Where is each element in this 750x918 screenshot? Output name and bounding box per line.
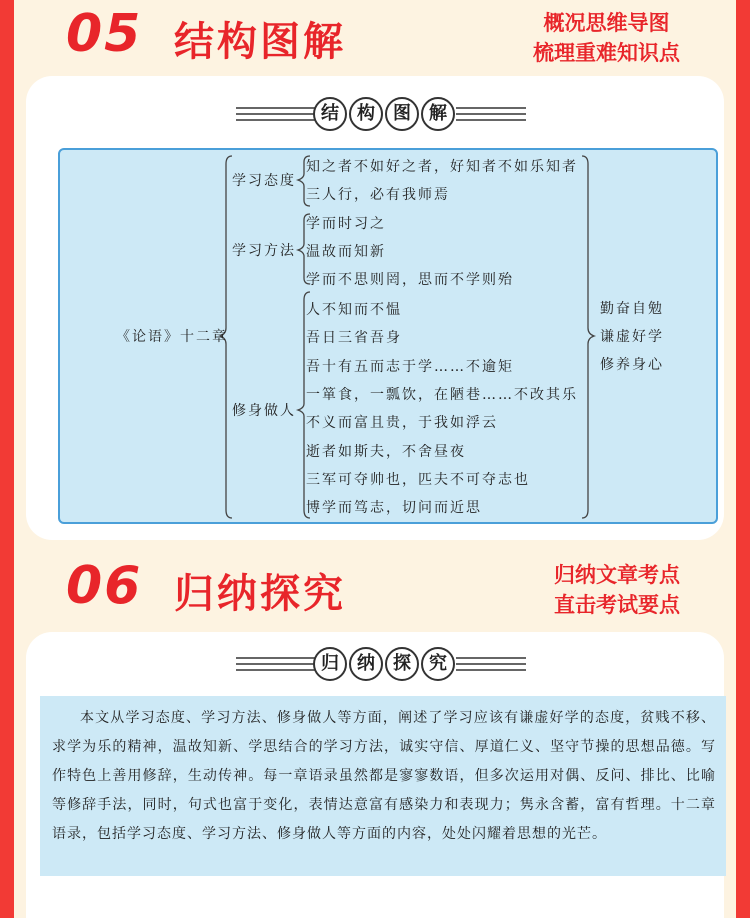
- tagline-line: 概况思维导图: [543, 11, 670, 35]
- summary-paragraph: 本文从学习态度、学习方法、修身做人等方面，阐述了学习应该有谦虚好学的态度，贫贱不移、求学为乐的精神，温故知新、学思结合的学习方法，诚实守信、厚道仁义、坚守节操的思想品德。写作特色上善用修辞，生动传神。每一章语录虽然都是寥寥数语，但多次运用对偶、反问、排比、比喻等修辞手法，同时，句式也富于变化，表情达意富有感染力和表现力；隽永含蓄，富有哲理。十二章语录，包括学习态度、学习方法、修身做人等方面的内容，处处闪耀着思想的光芒。: [52, 710, 716, 842]
- section-header-05: [14, 4, 736, 74]
- banner-char: 图: [393, 103, 411, 124]
- banner-char: 究: [429, 653, 447, 674]
- section-header-06: [14, 556, 736, 626]
- banner-char: 解: [429, 103, 447, 124]
- summary-item: 勤奋自勉: [600, 301, 664, 317]
- diagram-root: 《论语》十二章: [116, 329, 228, 345]
- diagram-item: 一箪食，一瓢饮，在陋巷……不改其乐: [306, 387, 578, 403]
- structure-card: [26, 76, 724, 540]
- diagram-item: 知之者不如好之者，好知者不如乐知者: [306, 159, 578, 175]
- diagram-item: 温故而知新: [306, 244, 386, 260]
- section-number: 06: [66, 556, 143, 616]
- section-tagline: [533, 8, 680, 68]
- section-number: 05: [66, 4, 143, 64]
- tagline-line: 梳理重难知识点: [533, 41, 680, 65]
- diagram-item: 不义而富且贵，于我如浮云: [306, 415, 498, 431]
- diagram-item: 博学而笃志，切问而近思: [306, 500, 482, 516]
- diagram-item: 吾十有五而志于学……不逾矩: [306, 359, 514, 375]
- structure-diagram: [58, 148, 718, 524]
- banner-char: 结: [321, 103, 339, 124]
- section-title: 结构图解: [174, 19, 346, 65]
- banner-char: 归: [321, 653, 339, 674]
- diagram-item: 三人行，必有我师焉: [306, 187, 450, 203]
- summary-panel: [40, 696, 726, 876]
- group-label: 修身做人: [232, 403, 296, 419]
- diagram-item: 逝者如斯夫，不舍昼夜: [306, 444, 466, 460]
- diagram-item: 吾日三省吾身: [306, 330, 402, 346]
- banner-summary: [26, 644, 724, 684]
- section-tagline: [554, 560, 680, 620]
- summary-item: 修养身心: [600, 357, 664, 373]
- banner-char: 探: [393, 653, 411, 674]
- tagline-line: 归纳文章考点: [554, 563, 680, 587]
- group-label: 学习方法: [232, 243, 296, 259]
- diagram-item: 学而时习之: [306, 216, 386, 232]
- diagram-item: 人不知而不愠: [306, 302, 402, 318]
- section-title: 归纳探究: [174, 571, 346, 617]
- diagram-item: 三军可夺帅也，匹夫不可夺志也: [306, 472, 530, 488]
- diagram-item: 学而不思则罔，思而不学则殆: [306, 272, 514, 288]
- banner-char: 纳: [357, 653, 375, 674]
- summary-item: 谦虚好学: [600, 329, 664, 345]
- banner-char: 构: [357, 103, 375, 124]
- group-label: 学习态度: [232, 173, 296, 189]
- banner-structure: [26, 94, 724, 134]
- tagline-line: 直击考试要点: [554, 593, 680, 617]
